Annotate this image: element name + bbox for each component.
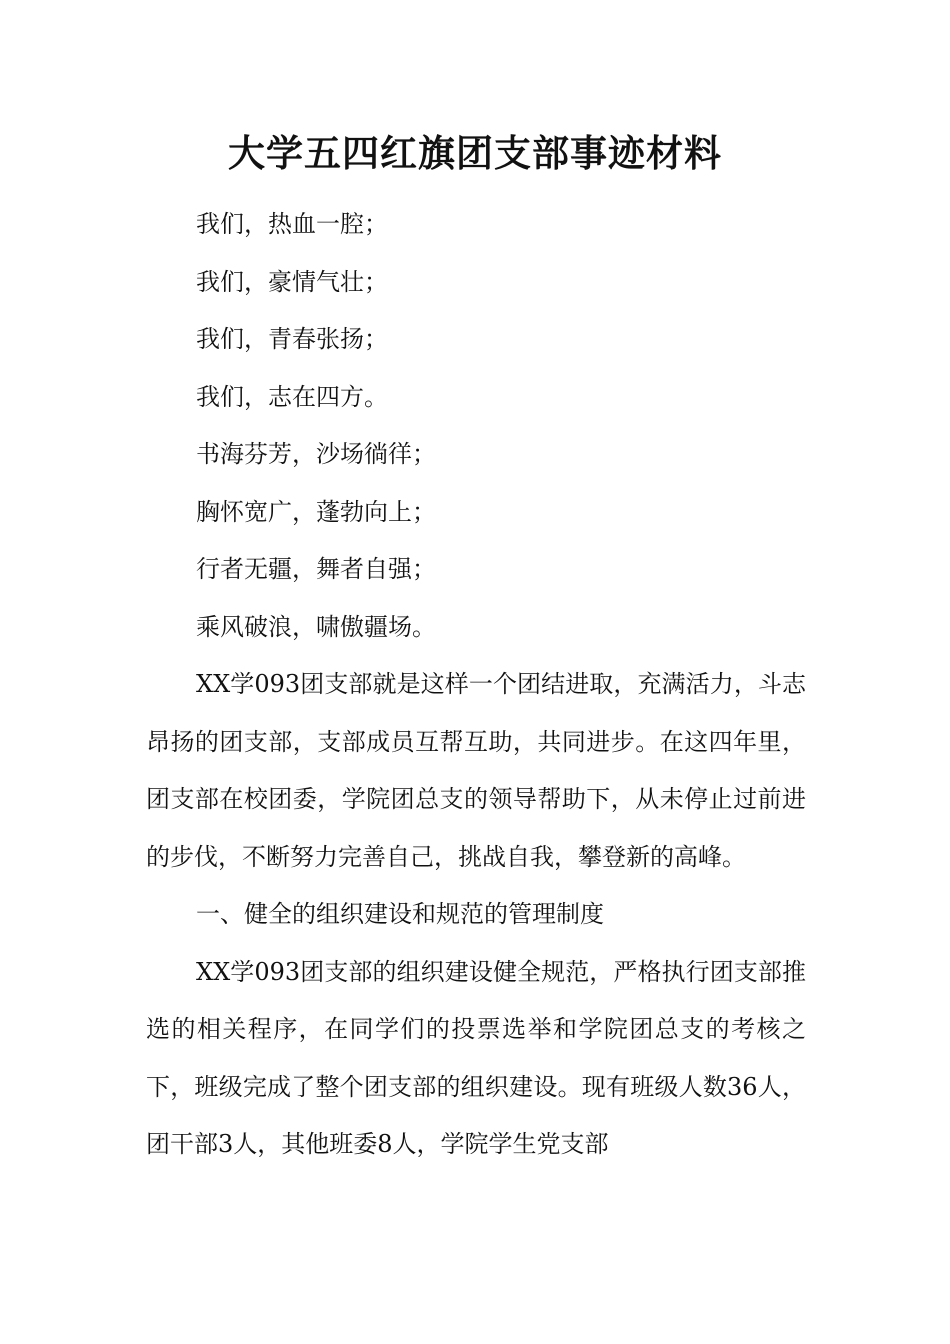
verse-line: 我们，志在四方。 (196, 382, 388, 411)
verse-line: 胸怀宽广，蓬勃向上； (196, 497, 436, 526)
verse-line: 书海芬芳，沙场徜徉； (196, 440, 436, 468)
section-heading: 一、健全的组织建设和规范的管理制度 (196, 900, 604, 928)
verse-line: 我们，热血一腔； (196, 210, 388, 238)
paragraph-intro: XX学093团支部就是这样一个团结进取，充满活力，斗志昂扬的团支部，支部成员互帮互助，共同进步。在这四年里，团支部在校团委，学院团总支的领导帮助下，从未停止过前进的步伐，不断努力完善自己，挑战自我，攀登新的高峰。 (146, 670, 806, 871)
verse-line: 我们，青春张扬； (196, 325, 388, 353)
verse-line: 行者无疆，舞者自强； (196, 555, 436, 583)
verse-line: 我们，豪情气壮； (196, 267, 388, 296)
verse-line: 乘风破浪，啸傲疆场。 (196, 612, 436, 641)
paragraph-organization: XX学093团支部的组织建设健全规范，严格执行团支部推选的相关程序，在同学们的投票选举和学院团总支的考核之下，班级完成了整个团支部的组织建设。现有班级人数36人，团干部3人，其他班委8人，学院学生党支部 (146, 957, 806, 1158)
document-title: 大学五四红旗团支部事迹材料 (228, 132, 722, 175)
document-body (146, 196, 806, 1174)
